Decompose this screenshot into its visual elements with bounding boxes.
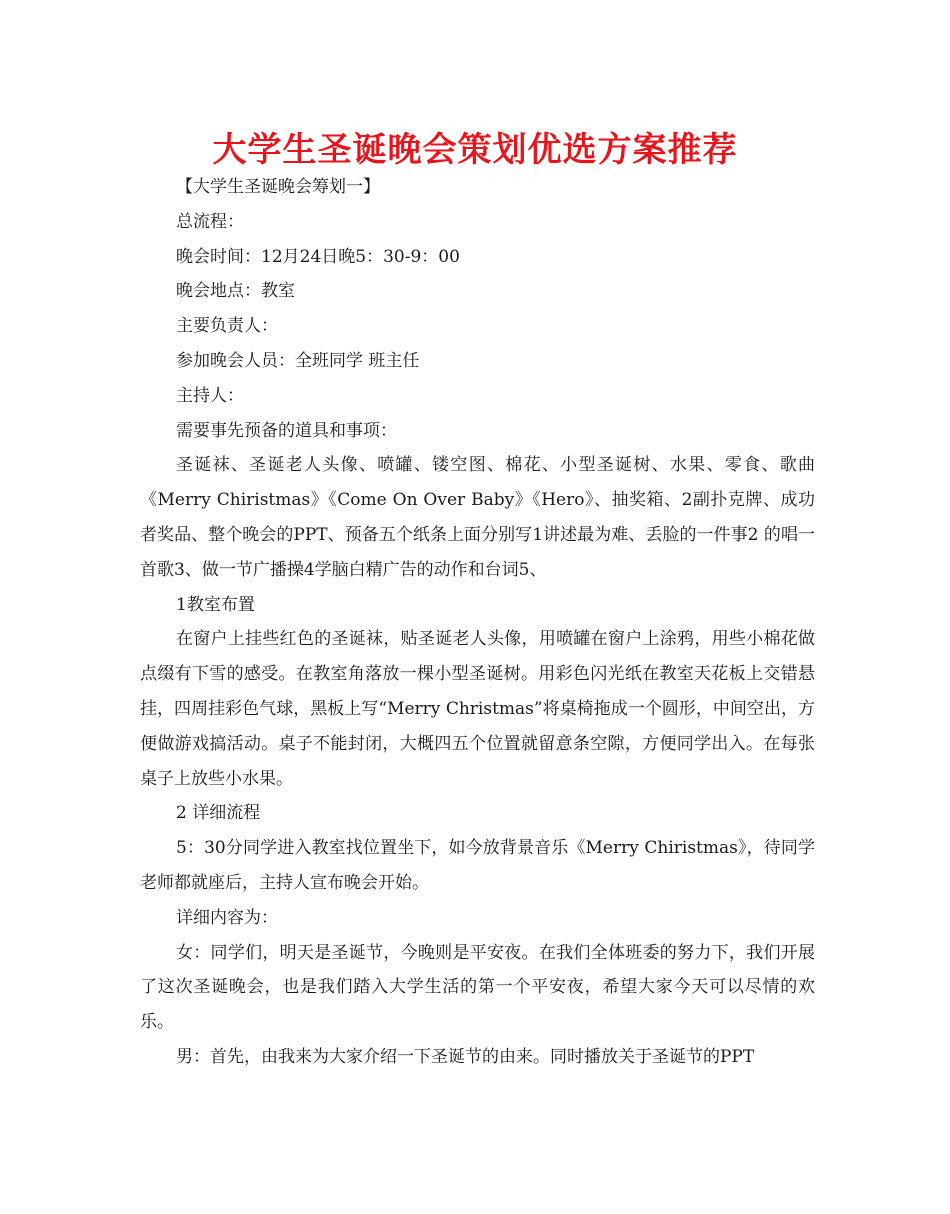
paragraph-detail-flow-heading: 2 详细流程 [176, 803, 261, 824]
paragraph-overall-flow: 总流程： [176, 211, 244, 232]
paragraph-host: 主持人： [176, 385, 244, 406]
paragraph-attendees: 参加晚会人员：全班同学 班主任 [176, 350, 420, 371]
document-title: 大学生圣诞晚会策划优选方案推荐 [212, 130, 738, 170]
paragraph-male-host: 男：首先，由我来为大家介绍一下圣诞节的由来。同时播放关于圣诞节的PPT [176, 1046, 755, 1067]
paragraph-location: 晚会地点：教室 [176, 281, 295, 302]
paragraph-organizer: 主要负责人： [176, 316, 278, 337]
document-body [140, 170, 815, 1075]
paragraph-props-list: 圣诞袜、圣诞老人头像、喷罐、镂空图、棉花、小型圣诞树、水果、零食、歌曲《Merry Chiristmas》《Come On Over Baby》《Hero》、抽奖箱、2副扑克牌、成功者奖品、整个晚会的PPT、预备五个纸条上面分别写1讲述最为难、丢脸的一件事2 的唱一首歌3、做一节广播操4学脑白精广告的动作和台词5、 [140, 455, 815, 580]
paragraph-female-host: 女：同学们，明天是圣诞节，今晚则是平安夜。在我们全体班委的努力下，我们开展了这次圣诞晚会，也是我们踏入大学生活的第一个平安夜，希望大家今天可以尽情的欢乐。 [140, 942, 815, 1033]
paragraph-content-heading: 详细内容为： [176, 907, 278, 928]
paragraph-section-heading: 【大学生圣诞晚会筹划一】 [176, 177, 380, 197]
paragraph-props-heading: 需要事先预备的道具和事项： [176, 420, 397, 441]
paragraph-opening: 5：30分同学进入教室找位置坐下，如今放背景音乐《Merry Chiristmas》，待同学老师都就座后，主持人宣布晚会开始。 [140, 838, 815, 893]
paragraph-classroom-decor: 在窗户上挂些红色的圣诞袜，贴圣诞老人头像，用喷罐在窗户上涂鸦，用些小棉花做点缀有下雪的感受。在教室角落放一棵小型圣诞树。用彩色闪光纸在教室天花板上交错悬挂，四周挂彩色气球，黑板上写“Merry Christmas”将桌椅拖成一个圆形，中间空出，方便做游戏搞活动。桌子不能封闭，大概四五个位置就留意条空隙，方便同学出入。在每张桌子上放些小水果。 [140, 629, 815, 789]
paragraph-time: 晚会时间：12月24日晚5：30-9：00 [176, 246, 460, 267]
paragraph-classroom-heading: 1教室布置 [176, 594, 255, 615]
